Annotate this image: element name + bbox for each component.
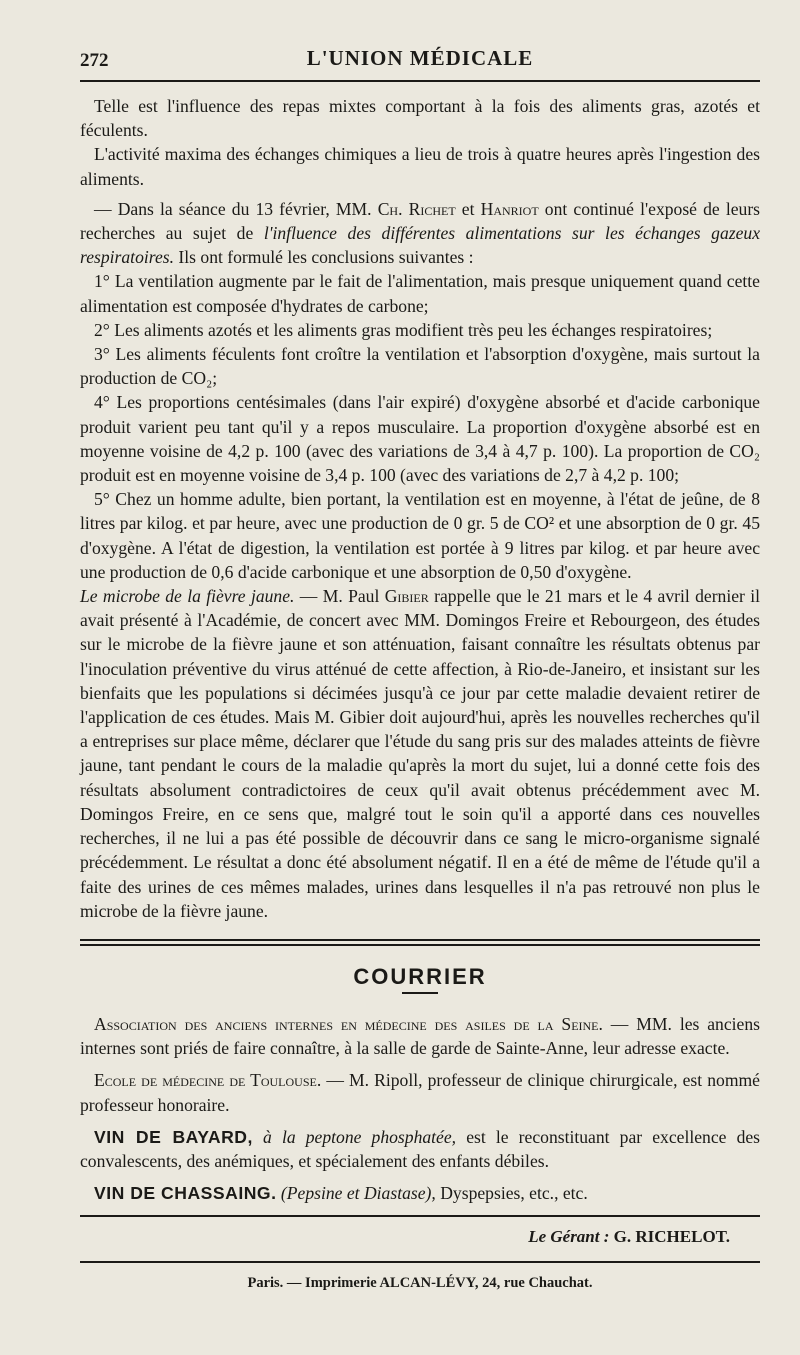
conclusion-item: 3° Les aliments féculents font croître la ventilation et l'absorption d'oxygène, mais surtout la production de CO₂;	[80, 344, 760, 389]
header-rule	[80, 80, 760, 82]
ad-italic: (Pepsine et Diastase),	[280, 1183, 436, 1204]
ad-heading: VIN DE CHASSAING.	[94, 1183, 277, 1204]
conclusion-item: 5° Chez un homme adulte, bien portant, la ventilation est en moyenne, à l'état de jeûne, de 8 litres par kilog. et par heure, avec une production de 0 gr. 5 de CO² et une absorption de 0 gr. 45 d'oxygène. A l'état de digestion, la ventilation est portée à 9 litres par kilog. et par heure avec une production de 0,6 d'acide carbonique et une absorption de 0,50 d'oxygène.	[80, 489, 760, 582]
section-title: COURRIER	[353, 963, 487, 989]
announcement	[80, 1012, 760, 1060]
text-span: Dyspepsies, etc., etc.	[440, 1183, 588, 1204]
announcement	[80, 1068, 760, 1116]
gerant-line	[80, 1227, 760, 1247]
italic-title: Le microbe de la fièvre jaune.	[80, 586, 295, 607]
section-divider	[80, 939, 760, 946]
ad-heading: VIN DE BAYARD,	[94, 1126, 253, 1147]
author-name: Ch. Richet	[377, 198, 456, 219]
page-number: 272	[80, 50, 109, 71]
text-span: — M. Paul	[299, 586, 380, 607]
gerant-label: Le Gérant :	[528, 1227, 610, 1247]
text-span: — M. Ripoll, professeur de clinique chirurgicale, est nommé professeur honoraire.	[80, 1070, 760, 1115]
text-span: est le reconstituant par excellence des convalescents, des anémiques, et spécialement des enfants débiles.	[80, 1126, 761, 1171]
courrier-section	[80, 1012, 760, 1205]
author-name: Gibier	[384, 586, 429, 607]
italic-title: l'influence des différentes alimentations sur les échanges gazeux respiratoires.	[80, 223, 761, 268]
text-span: rappelle que le 21 mars et le 4 avril dernier il avait présenté à l'Académie, de concert avec MM. Domingos Freire et Rebourgeon, des études sur le microbe de la fièvre jaune et son atténuation, faisant connaître les résultats obtenus par l'inoculation préventive du virus atténué de cette affection, à Rio-de-Janeiro, et insistant sur les bienfaits que les populations si décimées jusqu'à ce jour par cette maladie devaient retirer de l'application de ces études. Mais M. Gibier doit aujourd'hui, après les nouvelles recherches qu'il a entreprises sur place même, déclarer que l'étude du sang pris sur des malades atteints de fièvre jaune, tant pendant le cours de la maladie qu'après la mort du sujet, lui a donné cette fois des résultats absolument contradictoires de ceux qu'il avait obtenus précédemment avec M. Domingos Freire, en ce sens que, malgré tout le soin qu'il a apporté dans ces nouvelles recherches, il ne lui a pas été possible de découvrir dans ce sang le micro-organisme signalé précédemment. Le résultat a donc été absolument négatif. Il en a été de même de l'étude qu'il a faite des urines de ces mêmes malades, urines dans lesquelles il n'a pas retrouvé non plus le microbe de la fièvre jaune.	[80, 586, 761, 921]
article-body	[80, 94, 760, 923]
advertisement	[80, 1181, 760, 1205]
footer-rule-bottom	[80, 1261, 760, 1263]
paragraph-microbe	[80, 584, 760, 923]
title-underline	[402, 992, 438, 994]
imprint-line: Paris. — Imprimerie ALCAN-LÉVY, 24, rue Chauchat.	[247, 1275, 593, 1292]
announcement-heading: Ecole de médecine de Toulouse.	[94, 1070, 322, 1091]
ad-italic: à la peptone phosphatée,	[263, 1126, 457, 1147]
text-span: ont continué l'exposé de leurs recherches au sujet de	[80, 198, 761, 244]
text-span: — MM. les anciens internes sont priés de faire connaître, à la salle de garde de Sainte-Anne, leur adresse exacte.	[80, 1013, 760, 1059]
author-name: Hanriot	[480, 198, 539, 219]
footer-rule	[80, 1215, 760, 1217]
announcement-heading: Association des anciens internes en médecine des asiles de la Seine.	[94, 1013, 603, 1034]
running-title: L'UNION MÉDICALE	[306, 46, 534, 70]
paragraph-seance	[80, 197, 760, 270]
gerant-name: G. RICHELOT.	[613, 1227, 730, 1247]
text-span: et	[461, 198, 475, 219]
paragraph: Telle est l'influence des repas mixtes comportant à la fois des aliments gras, azotés et féculents.	[80, 96, 760, 141]
text-span: — Dans la séance du 13 février, MM.	[94, 198, 372, 219]
conclusion-item: 4° Les proportions centésimales (dans l'air expiré) d'oxygène absorbé et d'acide carbonique produit varient peu tant qu'il y a repos musculaire. La proportion d'oxygène absorbé est en moyenne voisine de 4,2 p. 100 (avec des variations de 3,4 à 4,7 p. 100). La proportion de CO₂ produit est en moyenne voisine de 3,4 p. 100 (avec des variations de 2,7 à 4,2 p. 100;	[80, 392, 760, 486]
text-span: Ils ont formulé les conclusions suivantes :	[178, 247, 474, 268]
page-header	[80, 40, 760, 80]
conclusion-item: 2° Les aliments azotés et les aliments gras modifient très peu les échanges respiratoires;	[94, 319, 713, 340]
advertisement	[80, 1125, 760, 1173]
paragraph: L'activité maxima des échanges chimiques a lieu de trois à quatre heures après l'ingestion des aliments.	[80, 144, 760, 189]
conclusion-item: 1° La ventilation augmente par le fait de l'alimentation, mais presque uniquement quand cette alimentation est composée d'hydrates de carbone;	[80, 271, 760, 316]
